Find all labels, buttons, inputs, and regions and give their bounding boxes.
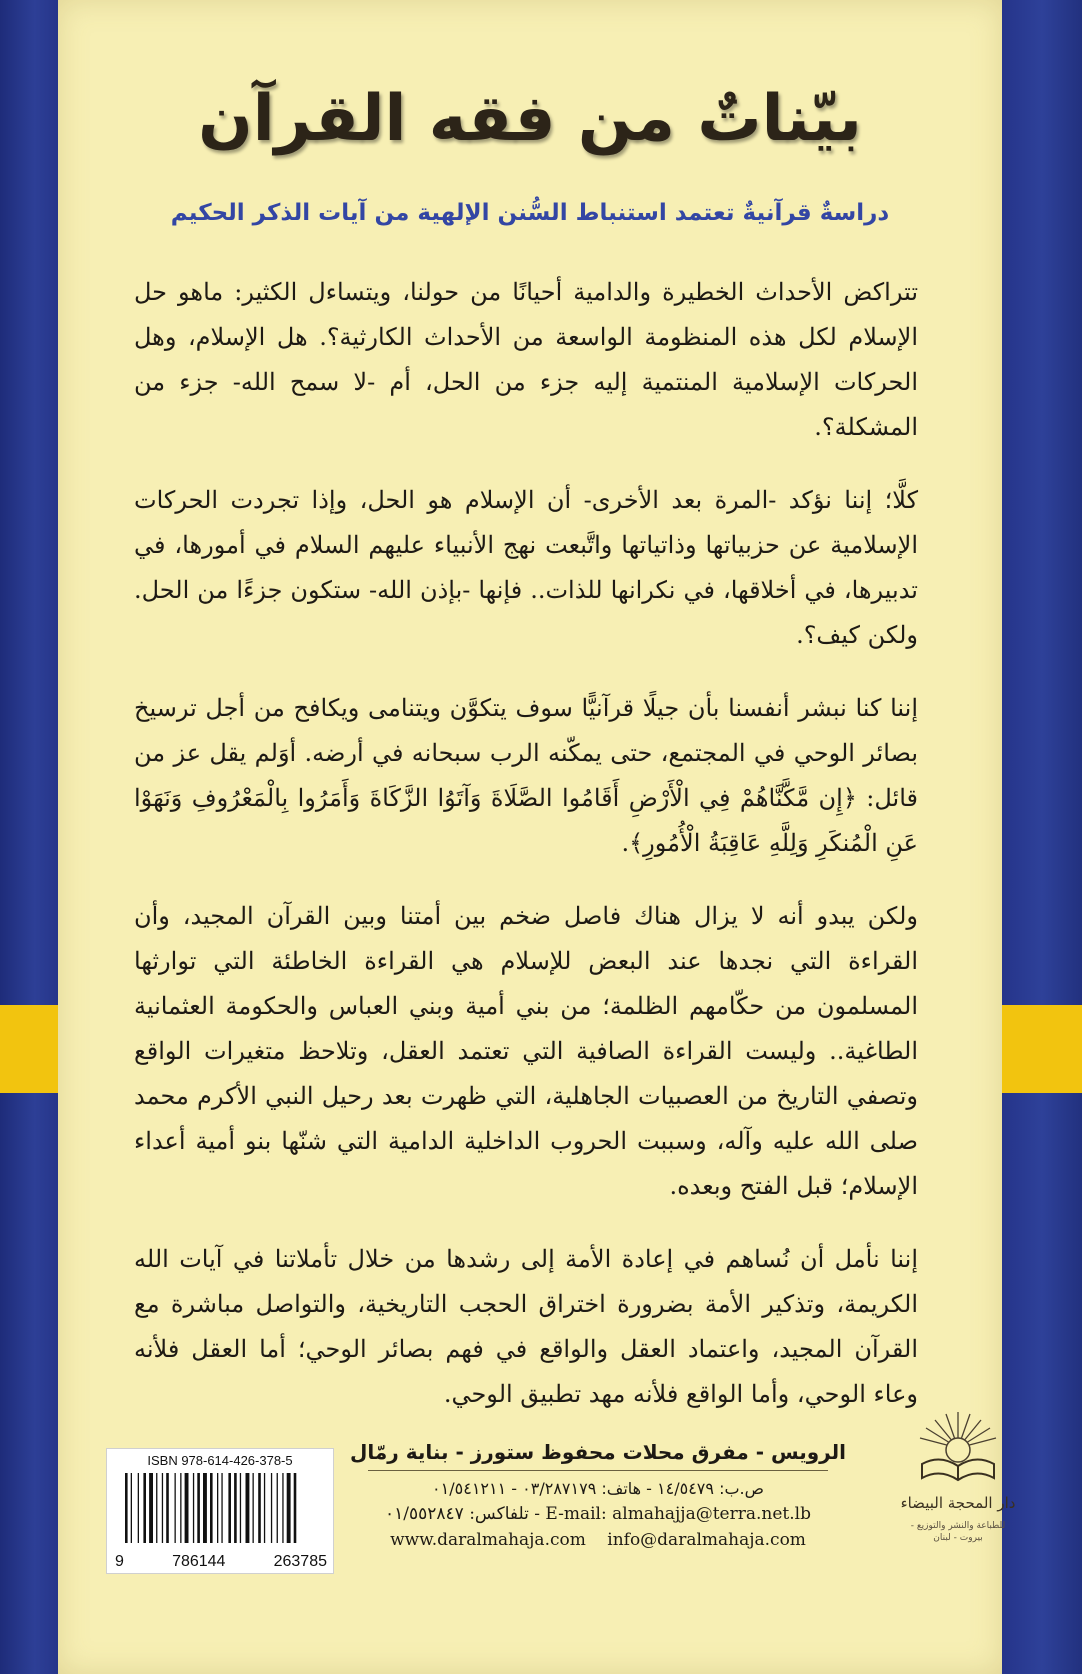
publisher-web <box>338 1530 858 1550</box>
divider <box>368 1470 828 1471</box>
left-spine-band <box>0 0 58 1674</box>
publisher-logo <box>898 1408 1018 1558</box>
book-subtitle: دراسةٌ قرآنيةٌ تعتمد استنباط السُّنن الإلهية من آيات الذكر الحكيم <box>170 200 890 226</box>
barcode-digit-group: 9 <box>115 1553 124 1570</box>
blurb-text <box>134 270 918 1417</box>
barcode-image <box>123 1473 319 1551</box>
isbn-number: ISBN 978-614-426-378-5 <box>147 1453 293 1468</box>
blurb-paragraph: تتراكض الأحداث الخطيرة والدامية أحيانًا من حولنا، ويتساءل الكثير: ماهو حل الإسلام لكل هذه المنظومة الواسعة من الأحداث الكارثية؟. هل الإسلام، وهل الحركات الإسلامية المنتمية إليه جزء من الحل، أم -لا سمح الله- جزء من المشكلة؟. <box>134 278 919 441</box>
blurb-paragraph: ولكن يبدو أنه لا يزال هناك فاصل ضخم بين أمتنا وبين القرآن المجيد، وأن القراءة التي نجدها عند البعض للإسلام هي القراءة الخاطئة التي توارثها المسلمون من حكّامهم الظلمة؛ من بني أمية وبني العباس والحكومة العثمانية الطاغية.. وليست القراءة الصافية التي تعتمد العقل، وتلاحظ متغيرات الواقع وتصفي التاريخ من العصبيات الجاهلية، التي ظهرت بعد رحيل النبي الأكرم محمد صلى الله عليه وآله، وسببت الحروب الداخلية الدامية التي شنّها بنو أمية أعداء الإسلام؛ قبل الفتح وبعده. <box>134 902 919 1200</box>
publisher-logo-tagline: للطباعة والنشر والتوزيع - بيروت - لبنان <box>910 1521 1006 1543</box>
publisher-logo-name: دار المحجة البيضاء <box>900 1494 1016 1512</box>
barcode-digit-group: 786144 <box>172 1553 226 1570</box>
isbn-barcode-box <box>106 1448 334 1574</box>
blurb-paragraph: كلَّا؛ إننا نؤكد -المرة بعد الأخرى- أن الإسلام هو الحل، وإذا تجردت الحركات الإسلامية عن حزبياتها وذاتياتها واتَّبعت نهج الأنبياء عليهم السلام في أمورها، في تدبيرها، في أخلاقها، في نكرانها للذات.. فإنها -بإذن الله- ستكون جزءًا من الحل. ولكن كيف؟. <box>134 486 918 649</box>
right-yellow-stripe <box>1002 1005 1082 1093</box>
publisher-info-email: info@daralmahaja.com <box>607 1530 806 1550</box>
left-yellow-stripe <box>0 1005 58 1093</box>
publisher-address: الرويس - مفرق محلات محفوظ ستورز - بناية رمّال <box>350 1440 846 1464</box>
open-book-rays-icon <box>908 1408 1008 1488</box>
barcode-digit-group: 263785 <box>273 1553 327 1570</box>
back-cover <box>58 0 1016 1674</box>
barcode-digits <box>113 1553 329 1571</box>
publisher-info <box>338 1440 858 1550</box>
publisher-website: www.daralmahaja.com <box>390 1530 586 1550</box>
blurb-paragraph: إننا نأمل أن نُساهم في إعادة الأمة إلى رشدها من خلال تأملاتنا في آيات الله الكريمة، وتذكير الأمة بضرورة اختراق الحجب التاريخية، والتواصل مباشرة مع القرآن المجيد، واعتماد العقل والواقع في فهم بصائر الوحي؛ أما العقل فلأنه وعاء الوحي، وأما الواقع فلأنه مهد تطبيق الوحي. <box>134 1245 918 1408</box>
publisher-email: E-mail: almahajja@terra.net.lb - تلفاكس: ٠١/٥٥٢٨٤٧ <box>385 1504 811 1524</box>
blurb-paragraph: إننا كنا نبشر أنفسنا بأن جيلًا قرآنيًّا سوف يتكوَّن ويتنامى ويكافح من أجل ترسيخ بصائر الوحي في المجتمع، حتى يمكّنه الرب سبحانه في أرضه. أوَلم يقل عز من قائل: ﴿إِن مَّكَّنَّاهُمْ فِي الْأَرْضِ أَقَامُوا الصَّلَاةَ وَآتَوُا الزَّكَاةَ وَأَمَرُوا بِالْمَعْرُوفِ وَنَهَوْا عَنِ الْمُنكَرِ وَلِلَّهِ عَاقِبَةُ الْأُمُورِ﴾. <box>134 694 919 857</box>
publisher-phones: ص.ب: ١٤/٥٤٧٩ - هاتف: ٠٣/٢٨٧١٧٩ - ٠١/٥٤١٢١١ <box>432 1479 764 1498</box>
book-title: بيّناتٌ من فقه القرآن <box>198 82 862 156</box>
